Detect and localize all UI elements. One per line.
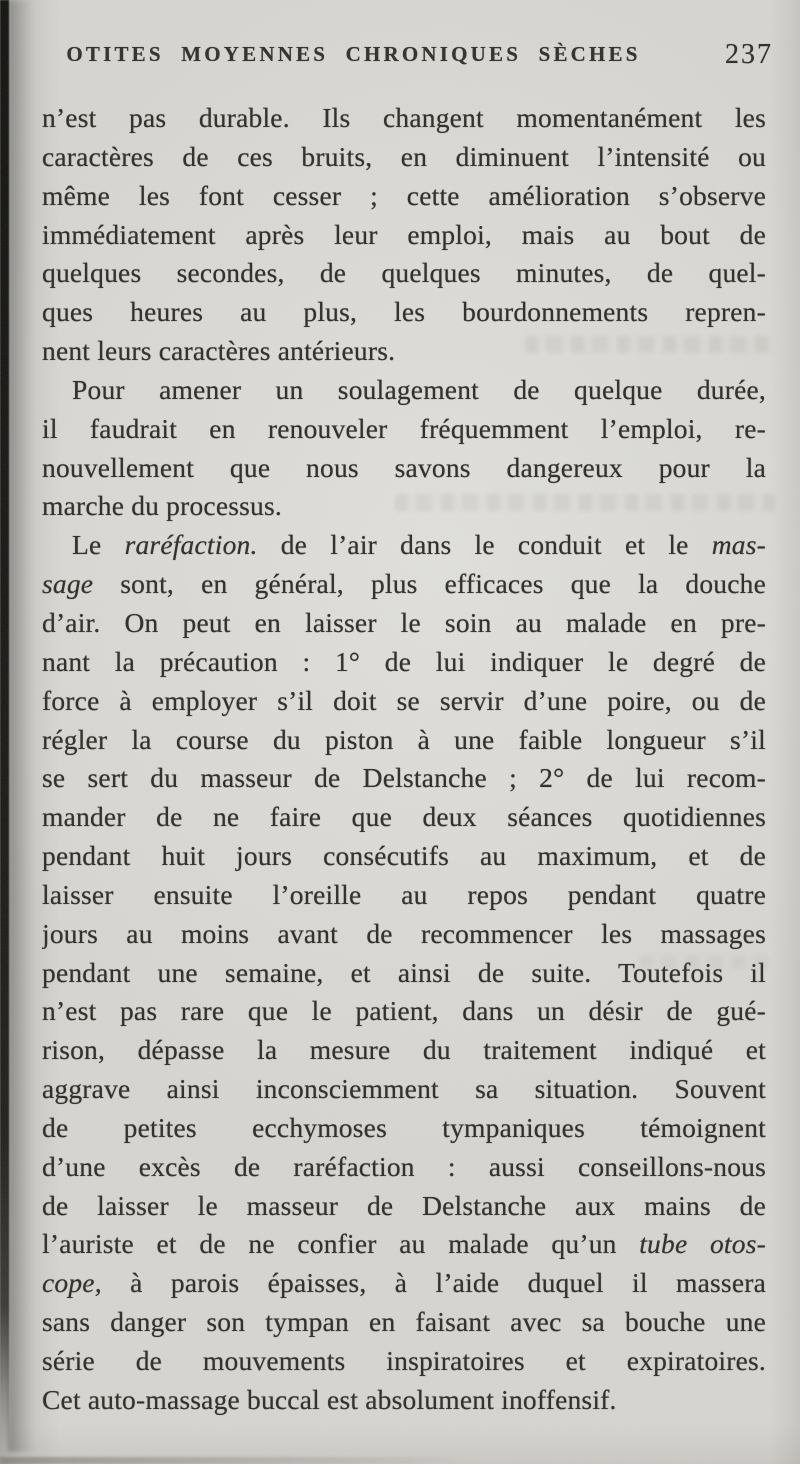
text-line <box>42 915 766 954</box>
italic-text-segment: sage <box>42 568 94 600</box>
text-segment: de petites ecchymoses tympaniques témoignent <box>42 1111 766 1143</box>
text-segment: nant la précaution : 1° de lui indiquer le degré de <box>42 645 766 677</box>
text-segment: jours au moins avant de recommencer les massages <box>42 917 766 949</box>
text-line <box>42 1148 766 1187</box>
text-segment: régler la course du piston à une faible longueur s’il <box>42 723 766 755</box>
text-segment: laisser ensuite l’oreille au repos pendant quatre <box>42 878 766 910</box>
text-segment: rison, dépasse la mesure du traitement indiqué et <box>42 1034 766 1066</box>
text-segment: à parois épaisses, à l’aide duquel il massera <box>101 1267 766 1299</box>
text-segment: Cet auto-massage buccal est absolument inoffensif. <box>42 1383 617 1415</box>
text-line <box>42 1303 766 1342</box>
text-line <box>42 254 766 293</box>
text-line <box>42 798 766 837</box>
italic-text-segment: mas- <box>711 529 766 561</box>
text-line <box>42 721 766 760</box>
text-segment: force à employer s’il doit se servir d’une poire, ou de <box>42 684 766 716</box>
text-line <box>42 449 766 488</box>
text-segment: ques heures au plus, les bourdonnements repren- <box>42 296 766 328</box>
text-line <box>42 1187 766 1226</box>
text-line <box>42 759 766 798</box>
text-line <box>42 992 766 1031</box>
text-segment: se sert du masseur de Delstanche ; 2° de lui recom- <box>42 762 766 794</box>
scan-bottom-artifact <box>0 1457 470 1464</box>
text-segment: l’auriste et de ne confier au malade qu’un <box>42 1228 640 1260</box>
text-segment: nent leurs caractères antérieurs. <box>42 335 396 367</box>
text-segment: pendant une semaine, et ainsi de suite. Toutefois il <box>42 956 766 988</box>
scan-left-edge-shadow <box>8 0 34 1452</box>
text-line <box>42 1264 766 1303</box>
text-segment: immédiatement après leur emploi, mais au bout de <box>42 218 766 250</box>
text-segment: de laisser le masseur de Delstanche aux mains de <box>42 1189 766 1221</box>
text-line <box>42 1109 766 1148</box>
text-segment: d’air. On peut en laisser le soin au malade en pre- <box>42 606 766 638</box>
page-number: 237 <box>725 39 773 70</box>
text-line <box>42 371 766 410</box>
text-line <box>42 682 766 721</box>
text-line <box>42 837 766 876</box>
text-line <box>42 643 766 682</box>
text-line <box>42 1381 766 1420</box>
italic-text-segment: raréfaction. <box>124 529 258 561</box>
text-segment: même les font cesser ; cette amélioration s’observe <box>42 179 766 211</box>
text-segment: n’est pas durable. Ils changent momentanément les <box>42 102 766 133</box>
text-line <box>42 332 766 371</box>
text-line <box>42 876 766 915</box>
text-line <box>42 565 766 604</box>
text-line <box>42 138 766 177</box>
running-header <box>42 39 775 72</box>
text-line <box>42 954 766 993</box>
text-line <box>42 99 766 138</box>
page-body-text <box>42 99 766 1420</box>
text-segment: nouvellement que nous savons dangereux pour la <box>42 451 766 483</box>
text-segment: d’une excès de raréfaction : aussi conseillons-nous <box>42 1150 766 1182</box>
text-segment: quelques secondes, de quelques minutes, de quel- <box>42 257 766 289</box>
text-line <box>42 216 766 255</box>
text-line <box>42 1031 766 1070</box>
text-segment: sont, en général, plus efficaces que la douche <box>93 568 766 600</box>
text-segment: n’est pas rare que le patient, dans un désir de gué- <box>42 995 766 1027</box>
text-segment: de l’air dans le conduit et le <box>257 529 712 561</box>
text-segment: Le <box>72 529 125 561</box>
text-line <box>42 1070 766 1109</box>
italic-text-segment: cope, <box>42 1267 102 1299</box>
text-segment: série de mouvements inspiratoires et expiratoires. <box>42 1345 766 1376</box>
text-line <box>42 410 766 449</box>
text-segment: sans danger son tympan en faisant avec sa bouche une <box>42 1306 766 1338</box>
text-line <box>42 487 766 526</box>
scan-left-edge <box>0 0 9 1452</box>
text-segment: mander de ne faire que deux séances quotidiennes <box>42 801 766 833</box>
text-segment: aggrave ainsi inconsciemment sa situation. Souvent <box>42 1073 766 1105</box>
text-line <box>42 1342 766 1381</box>
italic-text-segment: tube otos- <box>639 1228 766 1260</box>
text-line <box>42 526 766 565</box>
text-segment: Pour amener un soulagement de quelque durée, <box>72 373 766 405</box>
text-line <box>42 604 766 643</box>
text-segment: marche du processus. <box>42 490 282 522</box>
text-line <box>42 1225 766 1264</box>
text-segment: il faudrait en renouveler fréquemment l’emploi, re- <box>42 412 766 444</box>
text-line <box>42 177 766 216</box>
text-segment: caractères de ces bruits, en diminuent l’intensité ou <box>42 140 766 172</box>
text-segment: pendant huit jours consécutifs au maximum, et de <box>42 840 766 872</box>
text-line <box>42 293 766 332</box>
running-header-title: OTITES MOYENNES CHRONIQUES SÈCHES <box>66 42 641 66</box>
